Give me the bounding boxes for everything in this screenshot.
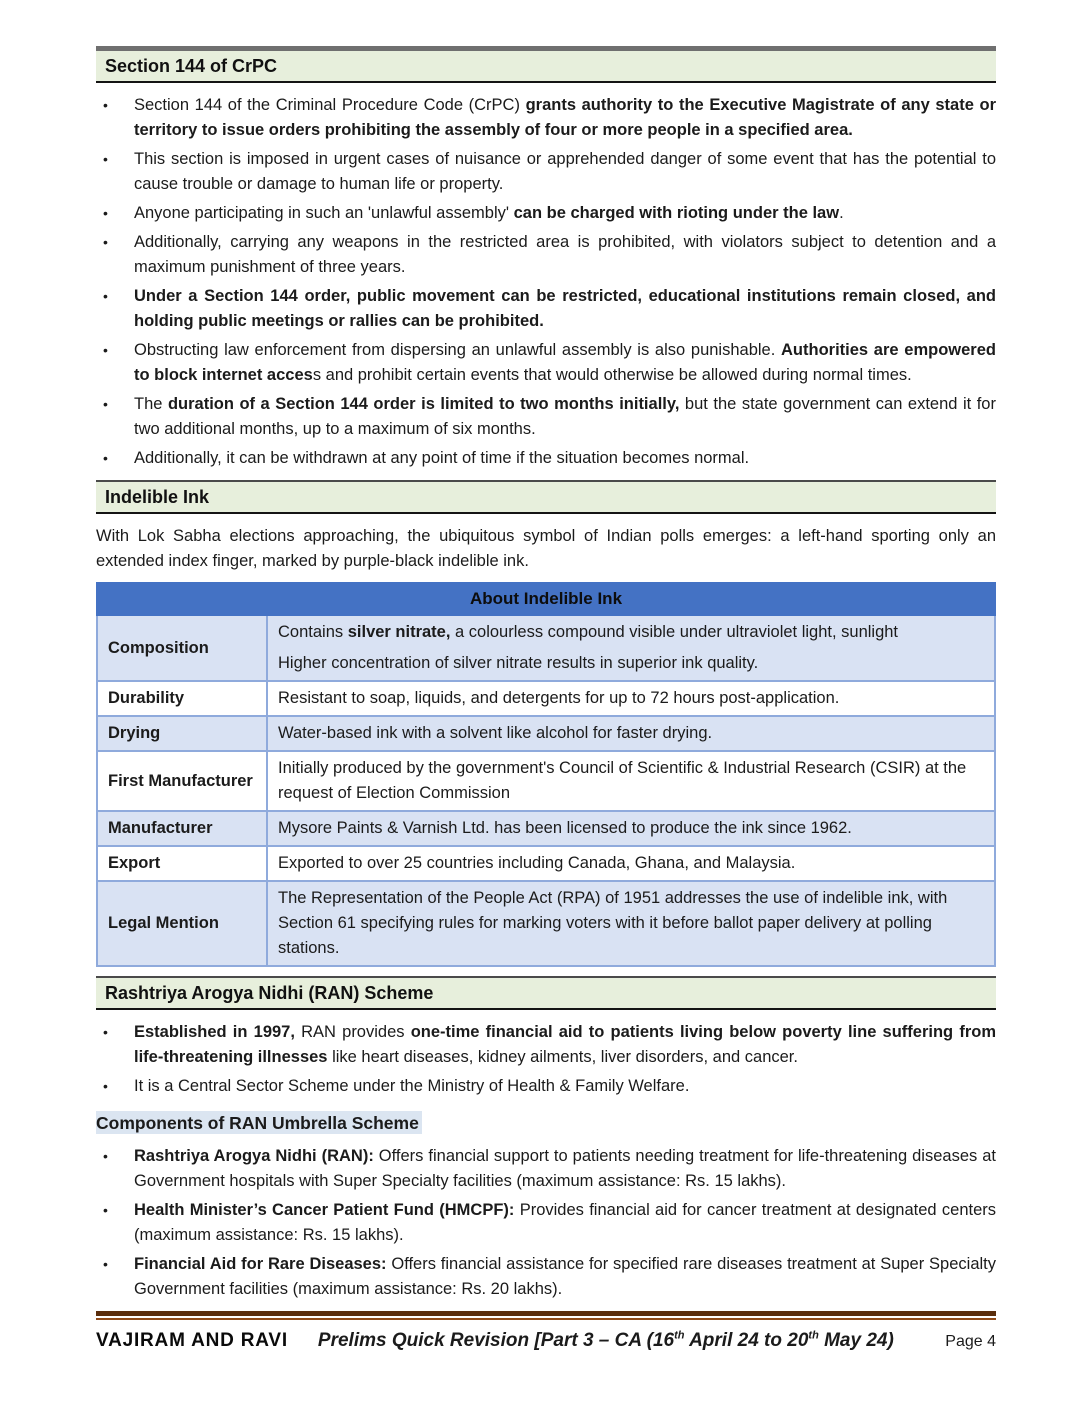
table-value-paragraph: Higher concentration of silver nitrate results in superior ink quality. (278, 654, 759, 672)
bullet-item (96, 284, 996, 334)
page-footer (96, 1311, 996, 1352)
bullet-marker: • (103, 234, 108, 250)
bullet-item (96, 1198, 996, 1248)
bullet-marker: • (103, 97, 108, 113)
bullet-text: It is a Central Sector Scheme under the Ministry of Health & Family Welfare. (134, 1077, 690, 1095)
table-row (97, 881, 995, 966)
bullet-marker: • (103, 1202, 108, 1218)
table-value-paragraph: Exported to over 25 countries including Canada, Ghana, and Malaysia. (278, 854, 796, 872)
table-row-label: Export (97, 846, 267, 881)
table-row-value (267, 846, 995, 881)
bullet-text: Established in 1997, RAN provides one-time financial aid to patients living below poverty line suffering from life-threatening illnesses like heart diseases, kidney ailments, liver disorders, and cancer. (134, 1023, 996, 1066)
bullet-text: Financial Aid for Rare Diseases: Offers financial assistance for specified rare diseases treatment at Super Specialty Government facilities (maximum assistance: Rs. 20 lakhs). (134, 1255, 997, 1298)
section-header-ran-scheme: Rashtriya Arogya Nidhi (RAN) Scheme (96, 976, 996, 1010)
footer-page-number: Page 4 (945, 1333, 996, 1350)
table-row (97, 615, 995, 681)
bullet-marker: • (103, 1256, 108, 1272)
ran-bullet-list (96, 1020, 996, 1099)
table-header-row (97, 583, 995, 615)
table-row (97, 751, 995, 811)
footer-rule (96, 1311, 996, 1320)
section-header-section-144: Section 144 of CrPC (96, 46, 996, 83)
table-row-label: Drying (97, 716, 267, 751)
bullet-item (96, 93, 996, 143)
bullet-marker: • (103, 1078, 108, 1094)
table-value-paragraph: Resistant to soap, liquids, and detergents for up to 72 hours post-application. (278, 689, 840, 707)
bullet-item (96, 338, 996, 388)
table-value-paragraph: Mysore Paints & Varnish Ltd. has been licensed to produce the ink since 1962. (278, 819, 852, 837)
bullet-text: Anyone participating in such an 'unlawful assembly' can be charged with rioting under the law. (134, 204, 844, 222)
indelible-ink-table (96, 582, 996, 967)
bullet-text: Additionally, it can be withdrawn at any point of time if the situation becomes normal. (134, 449, 750, 467)
table-row-label: Composition (97, 615, 267, 681)
bullet-marker: • (103, 450, 108, 466)
footer-brand: VAJIRAM AND RAVI (96, 1330, 288, 1351)
bullet-item (96, 392, 996, 442)
bullet-marker: • (103, 288, 108, 304)
table-title: About Indelible Ink (97, 583, 995, 615)
bullet-item (96, 446, 996, 471)
bullet-text: Rashtriya Arogya Nidhi (RAN): Offers financial support to patients needing treatment for life-threatening diseases at Government hospitals with Super Specialty facilities (maximum assistance: Rs. 15 lakhs). (134, 1147, 996, 1190)
table-row-value (267, 716, 995, 751)
table-row-value (267, 681, 995, 716)
bullet-text: The duration of a Section 144 order is limited to two months initially, but the state government can extend it for two additional months, up to a maximum of six months. (134, 395, 996, 438)
table-row-value (267, 811, 995, 846)
table-body (97, 615, 995, 966)
table-row (97, 716, 995, 751)
table-value-paragraph: The Representation of the People Act (RPA) of 1951 addresses the use of indelible ink, with Section 61 specifying rules for marking voters with it before ballot paper delivery at polling stations. (278, 889, 948, 957)
footer-doc-title: Prelims Quick Revision [Part 3 – CA (16th April 24 to 20th May 24) (317, 1329, 894, 1351)
bullet-item (96, 1020, 996, 1070)
bullet-marker: • (103, 342, 108, 358)
table-row-label: First Manufacturer (97, 751, 267, 811)
indelible-ink-intro: With Lok Sabha elections approaching, the ubiquitous symbol of Indian polls emerges: a left-hand sporting only an extended index finger, marked by purple-black indelible ink. (96, 527, 996, 570)
table-row-value (267, 751, 995, 811)
bullet-text: Health Minister’s Cancer Patient Fund (HMCPF): Provides financial aid for cancer treatment at designated centers (maximum assistance: Rs. 15 lakhs). (134, 1201, 996, 1244)
table-row (97, 681, 995, 716)
bullet-item (96, 1144, 996, 1194)
bullet-marker: • (103, 1024, 108, 1040)
table-row-label: Durability (97, 681, 267, 716)
table-value-paragraph: Contains silver nitrate, a colourless compound visible under ultraviolet light, sunlight (278, 623, 899, 641)
bullet-text: Obstructing law enforcement from dispersing an unlawful assembly is also punishable. Authorities are empowered to block internet access and prohibit certain events that would otherwise be allowed during normal times. (134, 341, 996, 384)
footer-row (96, 1330, 996, 1352)
table-row-value (267, 881, 995, 966)
bullet-text: Section 144 of the Criminal Procedure Code (CrPC) grants authority to the Executive Magistrate of any state or territory to issue orders prohibiting the assembly of four or more people in a specified area. (134, 96, 996, 139)
section-144-bullet-list (96, 93, 996, 471)
table-value-paragraph: Initially produced by the government's Council of Scientific & Industrial Research (CSIR) at the request of Election Commission (278, 759, 967, 802)
bullet-text: Additionally, carrying any weapons in the restricted area is prohibited, with violators subject to detention and a maximum punishment of three years. (134, 233, 996, 276)
table-row (97, 846, 995, 881)
table-value-paragraph: Water-based ink with a solvent like alcohol for faster drying. (278, 724, 713, 742)
section-header-indelible-ink: Indelible Ink (96, 480, 996, 514)
table-row-value (267, 615, 995, 681)
bullet-marker: • (103, 205, 108, 221)
table-row-label: Manufacturer (97, 811, 267, 846)
bullet-item (96, 230, 996, 280)
ran-components-subheading-text: Components of RAN Umbrella Scheme (96, 1111, 422, 1134)
bullet-item (96, 147, 996, 197)
bullet-item (96, 201, 996, 226)
bullet-marker: • (103, 396, 108, 412)
bullet-item (96, 1074, 996, 1099)
bullet-text: Under a Section 144 order, public movement can be restricted, educational institutions remain closed, and holding public meetings or rallies can be prohibited. (134, 287, 996, 330)
bullet-marker: • (103, 1148, 108, 1164)
bullet-item (96, 1252, 996, 1302)
bullet-marker: • (103, 151, 108, 167)
table-row-label: Legal Mention (97, 881, 267, 966)
bullet-text: This section is imposed in urgent cases of nuisance or apprehended danger of some event that has the potential to cause trouble or damage to human life or property. (134, 150, 996, 193)
ran-components-subheading (96, 1113, 996, 1134)
ran-components-list (96, 1144, 996, 1302)
table-row (97, 811, 995, 846)
